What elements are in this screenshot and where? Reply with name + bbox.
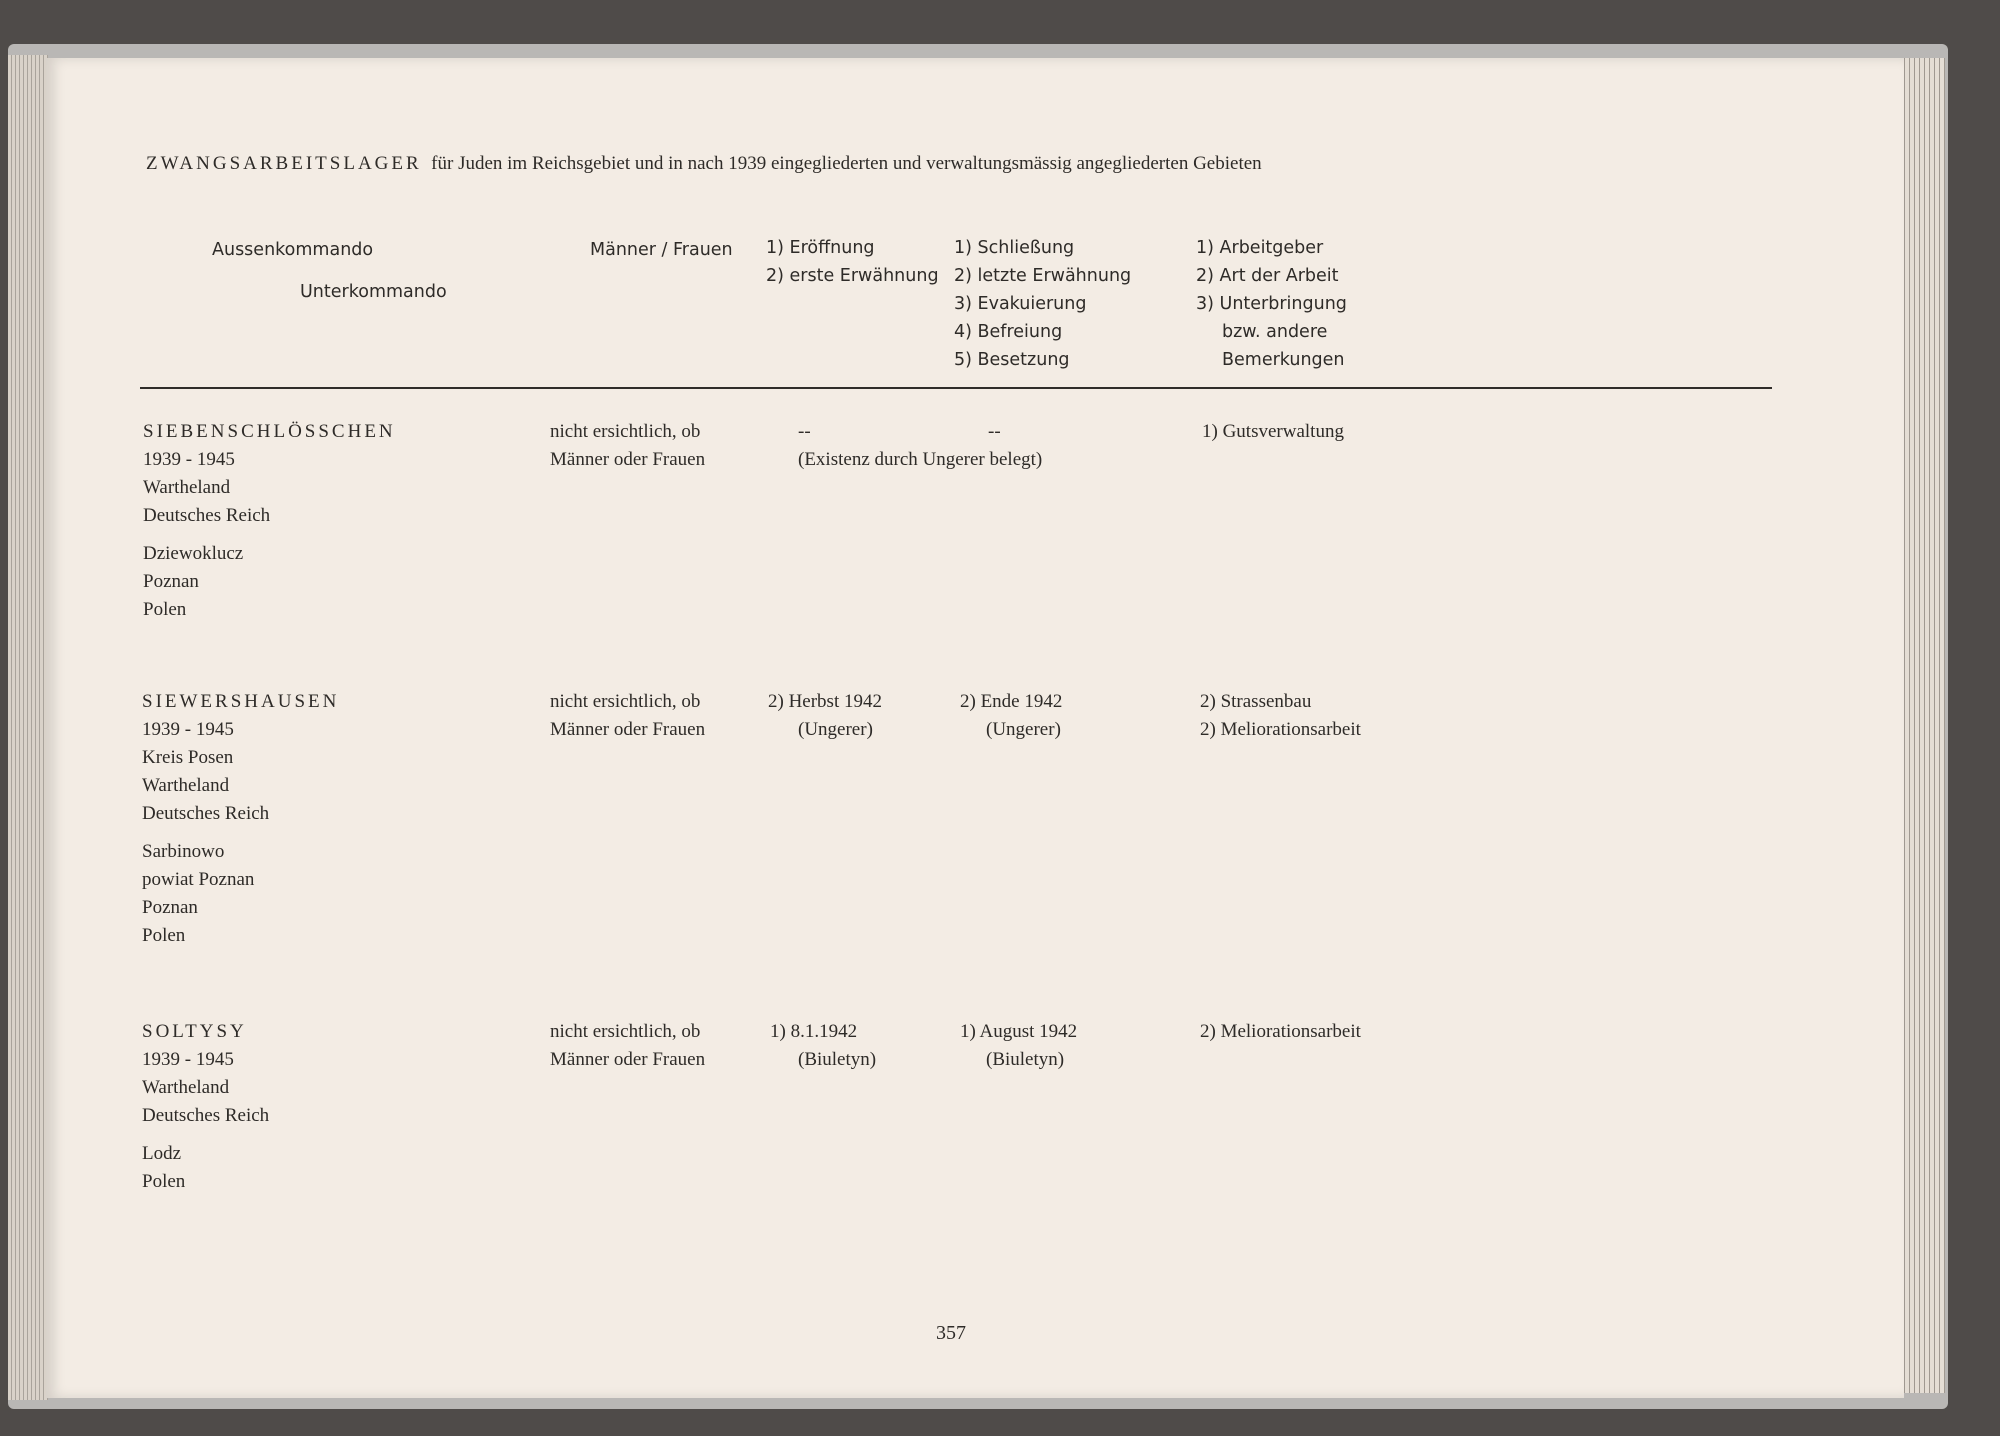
header-rule — [140, 387, 1772, 389]
opening-value: 2) Herbst 1942 — [768, 691, 882, 712]
entry-work — [1200, 688, 1361, 744]
entry-state: Deutsches Reich — [143, 505, 271, 526]
closing-value: 1) August 1942 — [960, 1021, 1078, 1042]
header-remarks-line: 2) Art der Arbeit — [1196, 266, 1339, 286]
entry-subcamp — [143, 540, 243, 624]
entry-opening — [798, 418, 1042, 474]
opening-note: (Existenz durch Ungerer belegt) — [798, 449, 1043, 470]
header-remarks-line: Bemerkungen — [1222, 350, 1345, 370]
subcamp-line: Poznan — [142, 897, 198, 918]
subcamp-line: Polen — [143, 599, 187, 620]
page-title — [146, 154, 1262, 173]
opening-note: (Biuletyn) — [798, 1049, 877, 1070]
closing-value: 2) Ende 1942 — [960, 691, 1063, 712]
entry-subcamp — [142, 1140, 185, 1196]
subcamp-line: powiat Poznan — [142, 869, 255, 890]
subcamp-line: Sarbinowo — [142, 841, 225, 862]
header-closing-line: 3) Evakuierung — [954, 294, 1087, 314]
entry-gender — [550, 1018, 705, 1074]
header-opening-line: 2) erste Erwähnung — [766, 266, 939, 286]
entry-state: Deutsches Reich — [142, 1105, 270, 1126]
entry-closing — [960, 1018, 1077, 1074]
left-page-edges — [8, 55, 48, 1400]
header-opening — [766, 234, 939, 290]
entry-location — [142, 688, 339, 828]
opening-value: 1) 8.1.1942 — [770, 1021, 858, 1042]
entry-years: 1939 - 1945 — [142, 1049, 234, 1070]
entry-closing — [960, 688, 1062, 744]
subcamp-line: Dziewoklucz — [143, 543, 244, 564]
entry-region: Wartheland — [142, 775, 230, 796]
entry-gender — [550, 688, 705, 744]
subcamp-line: Poznan — [143, 571, 199, 592]
header-remarks-line: bzw. andere — [1222, 322, 1328, 342]
entry-location — [143, 418, 396, 530]
header-closing-line: 4) Befreiung — [954, 322, 1063, 342]
header-closing-line: 5) Besetzung — [954, 350, 1070, 370]
entry-opening — [770, 1018, 876, 1074]
entry-region: Wartheland — [142, 1077, 230, 1098]
entry-years: 1939 - 1945 — [143, 449, 235, 470]
gender-line: Männer oder Frauen — [550, 449, 706, 470]
opening-note: (Ungerer) — [798, 719, 873, 740]
gender-line: nicht ersichtlich, ob — [550, 691, 701, 712]
entry-state: Deutsches Reich — [142, 803, 270, 824]
header-unterkommando: Unterkommando — [300, 282, 447, 302]
entry-region: Kreis Posen — [142, 747, 234, 768]
right-page-edges — [1900, 58, 1945, 1393]
header-remarks — [1196, 234, 1347, 374]
title-caps: ZWANGSARBEITSLAGER — [146, 153, 422, 174]
opening-value: -- — [798, 421, 811, 442]
work-line: 1) Gutsverwaltung — [1202, 421, 1344, 442]
gender-line: Männer oder Frauen — [550, 719, 706, 740]
book-page — [46, 58, 1904, 1398]
closing-note: (Biuletyn) — [986, 1049, 1065, 1070]
gender-line: nicht ersichtlich, ob — [550, 421, 701, 442]
header-closing-line: 1) Schließung — [954, 238, 1075, 258]
title-rest: für Juden im Reichsgebiet und in nach 1939 eingegliederten und verwaltungsmässig angegliederten Gebieten — [431, 153, 1262, 174]
header-closing — [954, 234, 1131, 374]
entry-opening — [768, 688, 882, 744]
gender-line: nicht ersichtlich, ob — [550, 1021, 701, 1042]
subcamp-line: Polen — [142, 1171, 186, 1192]
entry-name: SIEWERSHAUSEN — [142, 691, 340, 712]
entry-closing — [988, 418, 1001, 446]
work-line: 2) Strassenbau — [1200, 691, 1312, 712]
work-line: 2) Meliorationsarbeit — [1200, 719, 1361, 740]
header-closing-line: 2) letzte Erwähnung — [954, 266, 1132, 286]
work-line: 2) Meliorationsarbeit — [1200, 1021, 1361, 1042]
entry-work — [1200, 1018, 1361, 1046]
entry-name: SOLTYSY — [142, 1021, 247, 1042]
header-gender: Männer / Frauen — [590, 240, 733, 260]
header-aussenkommando: Aussenkommando — [212, 240, 374, 260]
page-number: 357 — [936, 1322, 966, 1344]
entry-years: 1939 - 1945 — [142, 719, 234, 740]
header-remarks-line: 1) Arbeitgeber — [1196, 238, 1324, 258]
closing-note: (Ungerer) — [986, 719, 1061, 740]
gender-line: Männer oder Frauen — [550, 1049, 706, 1070]
entry-work — [1202, 418, 1344, 446]
entry-subcamp — [142, 838, 254, 950]
entry-region: Wartheland — [143, 477, 231, 498]
entry-location — [142, 1018, 269, 1130]
entry-gender — [550, 418, 705, 474]
closing-value: -- — [988, 421, 1001, 442]
header-opening-line: 1) Eröffnung — [766, 238, 875, 258]
entry-name: SIEBENSCHLÖSSCHEN — [143, 421, 396, 442]
header-remarks-line: 3) Unterbringung — [1196, 294, 1347, 314]
subcamp-line: Lodz — [142, 1143, 182, 1164]
subcamp-line: Polen — [142, 925, 186, 946]
